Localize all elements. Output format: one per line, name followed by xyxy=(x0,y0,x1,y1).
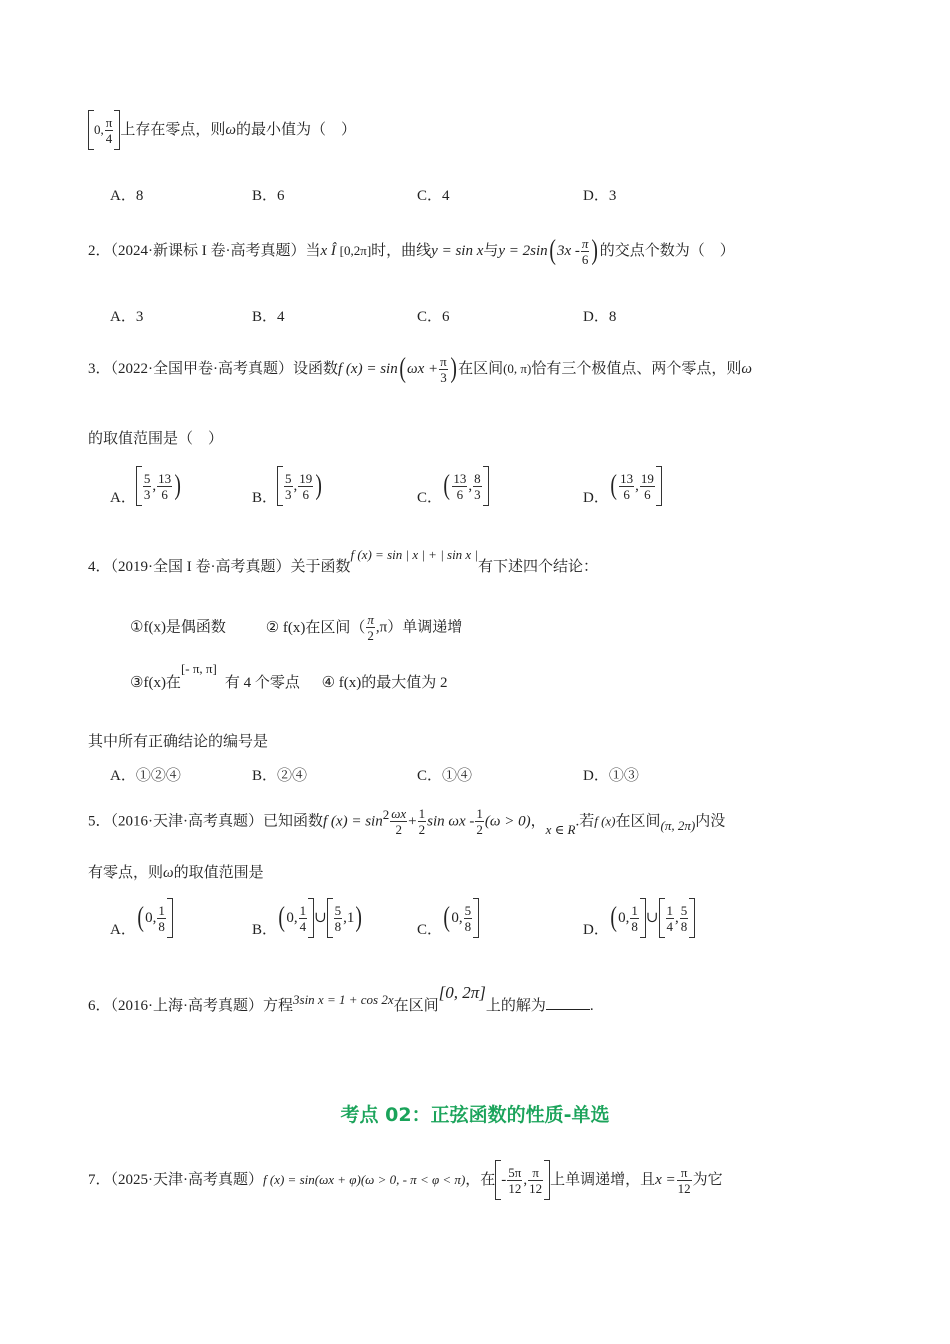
omega: ω xyxy=(163,865,174,881)
x-equals: x = xyxy=(655,1172,676,1188)
right-bracket xyxy=(656,466,662,506)
q7-number: 7． xyxy=(88,1172,111,1188)
q7-text2: 上单调递增，且 xyxy=(550,1172,656,1188)
q5-fx: f (x) xyxy=(594,813,616,829)
numerator: 1 xyxy=(476,806,483,822)
q2-number: 2． xyxy=(88,243,111,259)
fraction xyxy=(475,806,484,837)
denominator: 12 xyxy=(508,1180,522,1196)
q4-option-c[interactable]: C．①④ xyxy=(417,768,473,784)
denominator: 6 xyxy=(581,251,589,267)
x-in-r: x ∈ R xyxy=(545,821,576,837)
curve2-inner: 3x - xyxy=(557,243,580,259)
q2-text1: 时，曲线 xyxy=(371,243,432,259)
q1-option-c[interactable]: C．4 xyxy=(417,188,450,204)
q1-stem-line xyxy=(88,110,356,150)
conclusion-2-pre: ② f(x)在区间（ xyxy=(265,619,366,636)
left-bracket xyxy=(659,898,665,938)
right-bracket xyxy=(483,466,489,506)
q6-source: （2016·上海·高考真题）方程 xyxy=(110,998,294,1014)
q2-option-c[interactable]: C．6 xyxy=(417,309,450,325)
q5-text2: .若 xyxy=(575,813,595,830)
numerator: 1 xyxy=(418,806,426,822)
q5-square: 2 xyxy=(382,807,390,822)
fraction xyxy=(439,354,448,385)
denominator: 2 xyxy=(395,822,402,838)
q5-cond: (ω > 0) xyxy=(484,813,531,830)
denominator: 4 xyxy=(105,130,113,146)
q3-number: 3． xyxy=(88,361,111,377)
q7-text1: ，在 xyxy=(465,1172,496,1188)
q6-number: 6． xyxy=(88,998,111,1014)
numerator: ωx xyxy=(391,806,407,822)
q5-stem-line xyxy=(88,804,725,837)
conclusion-4: ④ f(x)的最大值为 2 xyxy=(321,675,448,691)
q5-option-c[interactable]: C．(0, $\frac{5}{8}$ xyxy=(417,898,479,938)
q6-equation: 3sin x = 1 + cos 2x xyxy=(293,992,394,1007)
q2-source: （2024·新课标 I 卷·高考真题）当 xyxy=(110,243,321,259)
q1-option-b[interactable]: B．6 xyxy=(252,188,285,204)
denominator: 12 xyxy=(677,1180,691,1196)
right-bracket xyxy=(167,898,173,938)
fraction xyxy=(528,1165,543,1196)
fraction xyxy=(418,806,427,837)
denominator: 2 xyxy=(367,628,374,643)
q4-text1: 有下述四个结论： xyxy=(478,559,599,575)
left-paren: ( xyxy=(549,235,556,266)
q2-stem-line xyxy=(88,232,735,270)
q4-conclusions-row2 xyxy=(130,661,448,694)
q4-func: f (x) = sin | x | + | sin x | xyxy=(350,547,479,562)
q3-text1: 在区间 xyxy=(458,361,504,377)
numerator: π xyxy=(105,114,113,130)
numerator: 5π xyxy=(508,1164,522,1180)
conclusion-1: ①f(x)是偶函数 xyxy=(130,619,226,636)
fraction xyxy=(390,806,407,837)
q5-text5: 有零点，则 xyxy=(88,865,164,881)
q3-option-c[interactable]: C．( $\frac{13}{6}$ , $\frac{8}{3}$ xyxy=(417,466,489,506)
left-bracket xyxy=(277,466,283,506)
curve2-pre: y = 2sin xyxy=(498,243,548,259)
q1-option-a[interactable]: A．8 xyxy=(110,188,144,204)
q2-option-d[interactable]: D．8 xyxy=(583,309,617,325)
q3-func: f (x) = sin xyxy=(338,361,398,377)
omega: ω xyxy=(741,361,752,377)
curve1: y = sin x xyxy=(431,243,484,259)
q4-text2: 其中所有正确结论的编号是 xyxy=(88,734,269,750)
q6-stem-line xyxy=(88,983,594,1017)
q5-text4: 内没 xyxy=(695,813,726,830)
denominator: 3 xyxy=(440,369,447,385)
conclusion-3-pre: ③f(x)在 xyxy=(130,675,181,691)
q7-stem-line: 7．（2025·天津·高考真题）f (x) = sin(ωx + φ)(ω > 0, - π < φ < π)，在 - $\frac{5\pi}{12}$ , $\frac{\pi}{12}$ 上单调递增，且x = $\frac{\pi}{12}$ 为它 xyxy=(88,1160,723,1200)
q5-option-d[interactable]: D．(0, $\frac{1}{8}$ ∪ $\frac{1}{4}$ , $\frac{5}{8}$ xyxy=(583,898,695,938)
q3-text2: 恰有三个极值点、两个零点，则 xyxy=(531,361,742,377)
q2-text3: 的交点个数为（ ） xyxy=(599,243,735,259)
q7-func: f (x) = sin(ωx + φ)(ω > 0, - π < φ < π) xyxy=(263,1172,466,1187)
q2-interval: [0,2π] xyxy=(339,243,372,258)
q5-text6: 的取值范围是 xyxy=(173,865,264,881)
q1-option-d[interactable]: D．3 xyxy=(583,188,617,204)
right-bracket xyxy=(689,898,695,938)
q3-option-a[interactable]: A． $\frac{5}{3}$ , $\frac{13}{6}$ ) xyxy=(110,466,182,506)
q1-text: 上存在零点，则 xyxy=(120,122,226,138)
q4-source: （2019·全国 I 卷·高考真题）关于函数 xyxy=(110,559,351,575)
q3-option-b[interactable]: B． $\frac{5}{3}$ , $\frac{19}{6}$ ) xyxy=(252,466,324,506)
q5-sinwx: sin ωx - xyxy=(427,813,475,830)
q5-func-pre: f (x) = sin xyxy=(323,813,383,830)
q4-conclusions-row1 xyxy=(130,612,462,643)
q6-interval: [0, 2π] xyxy=(438,983,486,1002)
q5-number: 5． xyxy=(88,813,111,830)
q5-stem-line2 xyxy=(88,862,264,884)
numerator: π xyxy=(581,235,589,251)
interval-start: 0, xyxy=(94,122,104,137)
right-paren: ) xyxy=(591,235,599,266)
q2-option-a[interactable]: A．3 xyxy=(110,309,144,325)
conclusion-3-post: 有 4 个零点 xyxy=(224,675,300,691)
q3-text3: 的取值范围是（ ） xyxy=(88,431,224,447)
numerator: π xyxy=(367,612,374,627)
q6-end: . xyxy=(589,998,594,1014)
q3-option-d[interactable]: D．( $\frac{13}{6}$ , $\frac{19}{6}$ xyxy=(583,466,662,506)
plus: + xyxy=(408,813,417,830)
q6-text2: 上的解为 xyxy=(485,998,546,1014)
q7-source: （2025·天津·高考真题） xyxy=(110,1172,264,1188)
q3-inner: ωx + xyxy=(407,361,439,377)
q2-option-b[interactable]: B．4 xyxy=(252,309,285,325)
numerator: π xyxy=(528,1165,543,1181)
fraction xyxy=(581,236,590,267)
q3-interval: (0, π) xyxy=(503,361,532,376)
right-bracket xyxy=(473,898,479,938)
x-in: x Î xyxy=(320,243,336,259)
q3-stem-line xyxy=(88,350,752,388)
section-heading: 考点 02：正弦函数的性质-单选 xyxy=(340,1104,610,1126)
denominator: 12 xyxy=(529,1180,543,1196)
q4-stem-line2 xyxy=(88,731,268,753)
q4-option-d[interactable]: D．①③ xyxy=(583,768,639,784)
conclusion-3-interval: [- π, π] xyxy=(180,661,217,676)
q5-interval: (π, 2π) xyxy=(660,817,696,833)
conclusion-2-post: ,π）单调递增 xyxy=(375,619,463,636)
left-bracket xyxy=(136,466,142,506)
q4-option-b[interactable]: B．②④ xyxy=(252,768,308,784)
right-paren: ) xyxy=(450,353,457,384)
omega: ω xyxy=(225,122,236,138)
denominator: 2 xyxy=(476,822,483,838)
fraction xyxy=(507,1165,522,1196)
q6-text1: 在区间 xyxy=(393,998,439,1014)
fraction xyxy=(105,115,114,146)
q4-option-a[interactable]: A．①②④ xyxy=(110,768,181,784)
answer-blank[interactable] xyxy=(546,995,590,1010)
left-paren: ( xyxy=(399,353,406,384)
q5-source: （2016·天津·高考真题）已知函数 xyxy=(110,813,324,830)
q5-option-a[interactable]: A．(0, $\frac{1}{8}$ xyxy=(110,898,173,938)
fraction xyxy=(366,612,375,643)
denominator: 2 xyxy=(418,822,426,838)
left-bracket xyxy=(327,898,333,938)
fraction xyxy=(677,1165,692,1196)
q4-number: 4． xyxy=(88,559,111,575)
q5-text1: ， xyxy=(530,813,546,830)
q5-option-b[interactable]: B．(0, $\frac{1}{4}$ ∪ $\frac{5}{8}$ ,1) xyxy=(252,898,364,938)
q1-text2: 的最小值为（ ） xyxy=(235,122,356,138)
q4-stem-line xyxy=(88,547,599,578)
q7-text3: 为它 xyxy=(692,1172,723,1188)
numerator: π xyxy=(677,1165,692,1181)
numerator: π xyxy=(440,353,447,369)
minus-sign: - xyxy=(501,1172,507,1188)
q3-stem-line2 xyxy=(88,428,223,450)
q2-text2: 与 xyxy=(483,243,499,259)
q3-source: （2022·全国甲卷·高考真题）设函数 xyxy=(110,361,339,377)
q5-text3: 在区间 xyxy=(615,813,661,830)
